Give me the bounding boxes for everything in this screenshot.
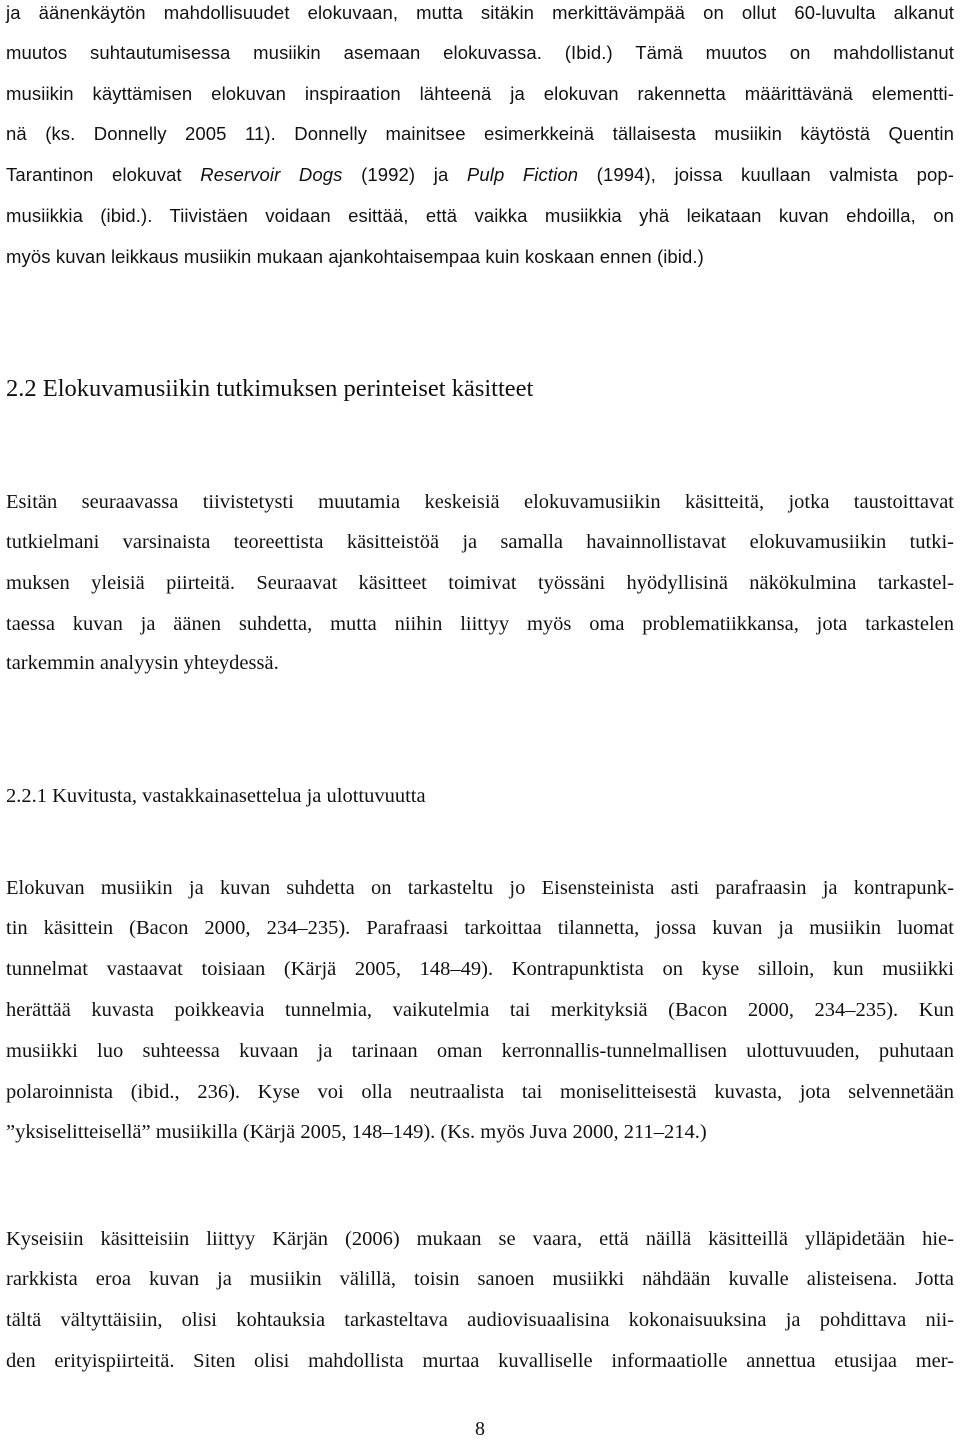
page-number: 8 (475, 1418, 485, 1440)
text-line: musiikin käyttämisen elokuvan inspiraation lähteenä ja elokuvan rakennetta määrittävänä elementti- (6, 83, 954, 104)
film-title: Pulp Fiction (466, 164, 579, 185)
text-line: polaroinnista (ibid., 236). Kyse voi olla neutraalista tai moniselitteisestä kuvasta, jota selvennetään (6, 1081, 954, 1103)
text-line: tarkemmin analyysin yhteydessä. (6, 652, 279, 674)
text-line: rarkkista eroa kuvan ja musiikin välillä, toisin sanoen musiikki nähdään kuvalle alisteisena. Jotta (6, 1268, 954, 1290)
text-line: muutos suhtautumisessa musiikin asemaan elokuvassa. (Ibid.) Tämä muutos on mahdollistanut (6, 42, 954, 63)
text-segment: nä (ks. Donnelly 2005 11). (6, 123, 276, 144)
text-line: tutkielmani varsinaista teoreettista käsitteistöä ja samalla havainnollistavat elokuvamusiikin tutki- (6, 531, 954, 553)
text-line: ”yksiselitteisellä” musiikilla (Kärjä 2005, 148–149). (Ks. myös Juva 2000, 211–214.) (6, 1121, 707, 1143)
text-line: musiikki luo suhteessa kuvaan ja tarinaan oman kerronnallis-tunnelmallisen ulottuvuuden, puhutaan (6, 1040, 954, 1062)
text-segment: Donnelly mainitsee esimerkkeinä tällaisesta musiikin käytöstä Quentin (275, 123, 955, 144)
section-heading: 2.2 Elokuvamusiikin tutkimuksen perinteiset käsitteet (6, 375, 534, 402)
text-line: Kyseisiin käsitteisiin liittyy Kärjän (2006) mukaan se vaara, että näillä käsitteillä ylläpidetään hie- (6, 1228, 954, 1250)
subsection-heading: 2.2.1 Kuvitusta, vastakkainasettelua ja ulottuvuutta (6, 785, 426, 807)
text-line: Esitän seuraavassa tiivistetysti muutamia keskeisiä elokuvamusiikin käsitteitä, jotka taustoittavat (6, 491, 954, 513)
text-line: herättää kuvasta poikkeavia tunnelmia, vaikutelmia tai merkityksiä (Bacon 2000, 234–235). Kun (6, 999, 954, 1021)
text-line: den erityispiirteitä. Siten olisi mahdollista murtaa kuvalliselle informaatiolle annettua etusijaa mer- (6, 1350, 954, 1372)
text-line: myös kuvan leikkaus musiikin mukaan ajankohtaisempaa kuin koskaan ennen (ibid.) (6, 246, 704, 267)
text-segment: musiikkia (ibid.). (6, 205, 153, 226)
text-line: tunnelmat vastaavat toisiaan (Kärjä 2005, 148–49). Kontrapunktista on kyse silloin, kun musiikki (6, 958, 954, 980)
text-segment: (1994), joissa kuullaan valmista pop- (578, 164, 954, 185)
text-line: ja äänenkäytön mahdollisuudet elokuvaan, mutta sitäkin merkittävämpää on ollut 60-luvulta alkanut (6, 2, 954, 23)
text-line (6, 125, 954, 144)
text-segment: Tarantinon elokuvat (6, 164, 201, 185)
text-line: taessa kuvan ja äänen suhdetta, mutta niihin liittyy myös oma problematiikkansa, jota tarkastelen (6, 613, 954, 635)
text-line: tin käsittein (Bacon 2000, 234–235). Parafraasi tarkoittaa tilannetta, jossa kuvan ja musiikin luomat (6, 917, 954, 939)
text-segment: (1992) ja (342, 164, 467, 185)
text-line (6, 207, 954, 226)
text-line (6, 573, 954, 594)
text-segment: Tiivistäen voidaan esittää, että vaikka musiikkia yhä leikataan kuvan ehdoilla, on (152, 205, 954, 226)
text-segment: Seuraavat käsitteet toimivat työssäni hyödyllisinä näkökulmina tarkastel- (234, 572, 954, 594)
text-segment: muksen yleisiä piirteitä. (6, 572, 235, 594)
text-line: Elokuvan musiikin ja kuvan suhdetta on tarkasteltu jo Eisensteinista asti parafraasin ja kontrapunk- (6, 877, 954, 899)
text-line (6, 166, 954, 185)
film-title: Reservoir Dogs (200, 164, 343, 185)
text-line: tältä vältyttäisiin, olisi kohtauksia tarkasteltava audiovisuaalisina kokonaisuuksina ja pohdittava nii- (6, 1309, 954, 1331)
